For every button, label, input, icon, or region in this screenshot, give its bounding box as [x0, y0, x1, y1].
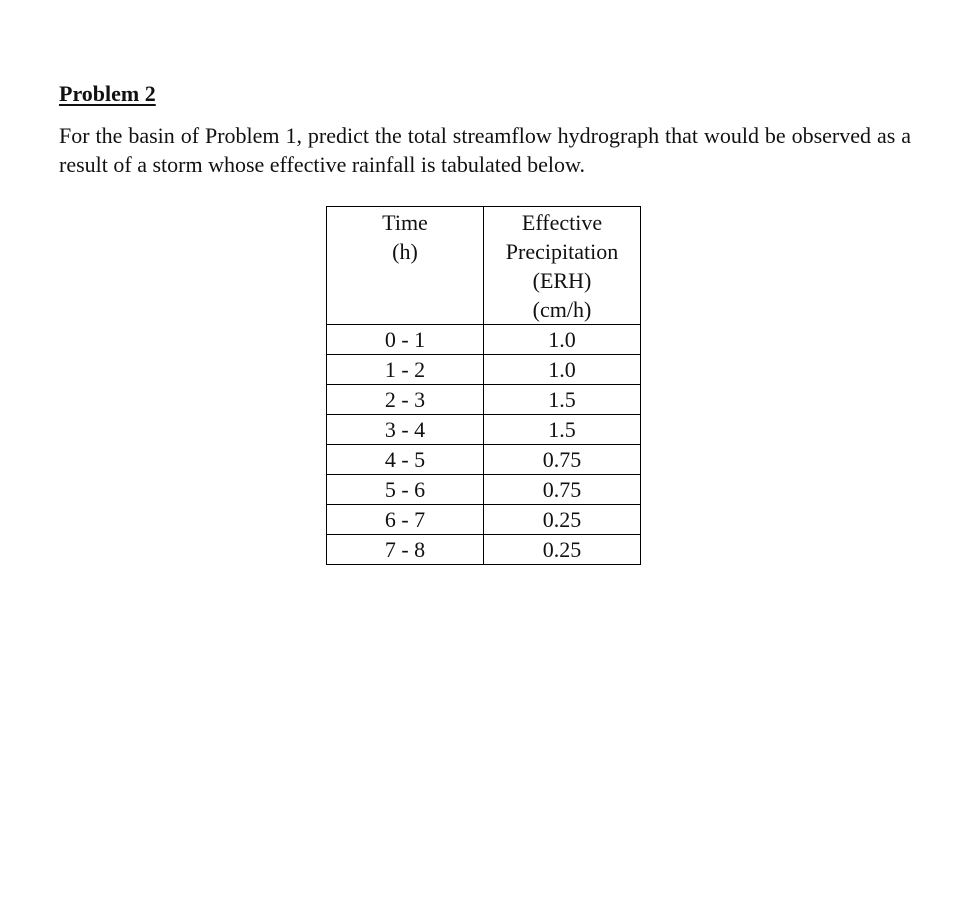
table-row [327, 415, 641, 445]
time-header-line: Time [382, 210, 428, 235]
rainfall-table-body [327, 325, 641, 565]
table-row [327, 475, 641, 505]
time-cell: 4 - 5 [327, 445, 484, 475]
time-cell: 6 - 7 [327, 505, 484, 535]
table-row [327, 445, 641, 475]
erh-cell: 0.75 [484, 475, 641, 505]
time-column-header [327, 207, 484, 325]
erh-cell: 1.0 [484, 325, 641, 355]
erh-header-line: Precipitation [505, 239, 619, 264]
time-header-unit: (h) [392, 239, 418, 264]
erh-header-unit: (cm/h) [532, 297, 592, 322]
time-cell: 2 - 3 [327, 385, 484, 415]
table-row [327, 355, 641, 385]
time-cell: 1 - 2 [327, 355, 484, 385]
time-cell: 0 - 1 [327, 325, 484, 355]
erh-cell: 0.25 [484, 535, 641, 565]
problem-statement: For the basin of Problem 1, predict the total streamflow hydrograph that would be observed as a result of a storm whose effective rainfall is tabulated below. [59, 123, 911, 177]
erh-column-header [484, 207, 641, 325]
rainfall-table [326, 206, 641, 565]
table-row [327, 385, 641, 415]
erh-cell: 1.0 [484, 355, 641, 385]
time-cell: 3 - 4 [327, 415, 484, 445]
time-cell: 7 - 8 [327, 535, 484, 565]
table-row [327, 535, 641, 565]
time-cell: 5 - 6 [327, 475, 484, 505]
erh-cell: 0.25 [484, 505, 641, 535]
problem-heading: Problem 2 [59, 81, 156, 106]
erh-cell: 1.5 [484, 415, 641, 445]
header-row [327, 207, 641, 325]
rainfall-table-header [327, 207, 641, 325]
erh-cell: 0.75 [484, 445, 641, 475]
table-row [327, 325, 641, 355]
table-row [327, 505, 641, 535]
erh-header-line: (ERH) [532, 268, 592, 293]
erh-header-line: Effective [521, 210, 603, 235]
erh-cell: 1.5 [484, 385, 641, 415]
